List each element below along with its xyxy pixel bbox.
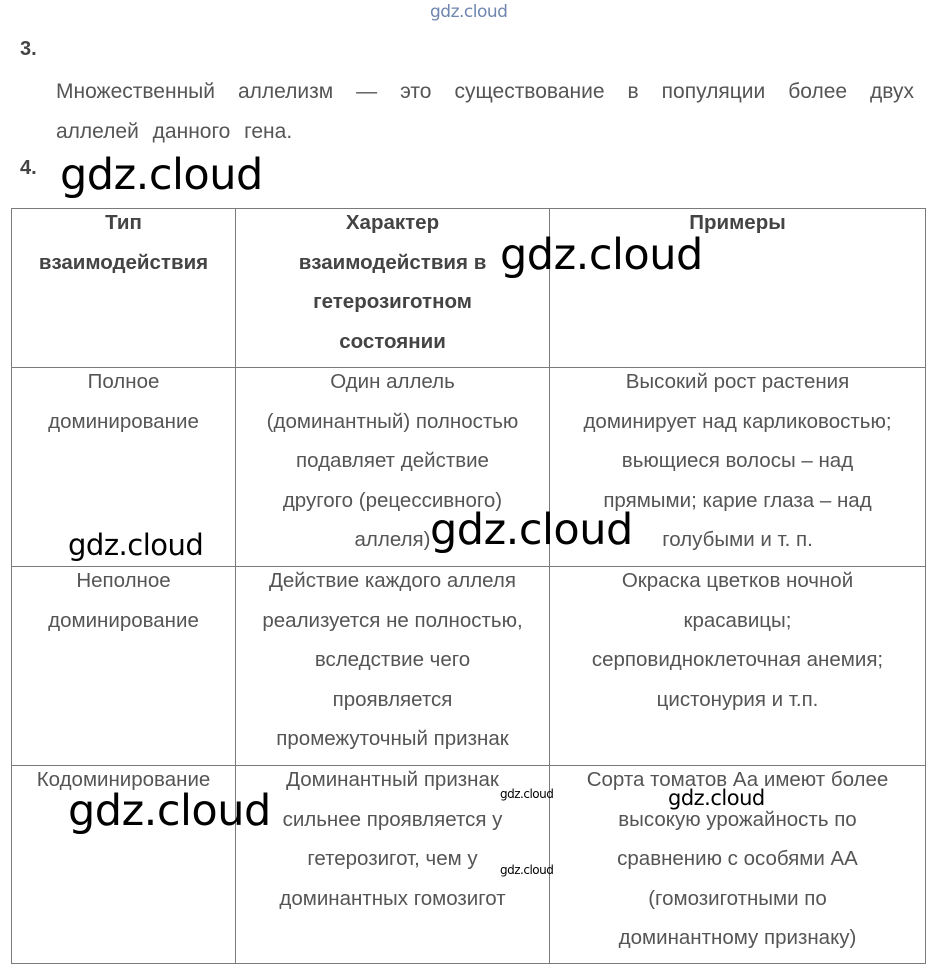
table-cell bbox=[236, 567, 550, 766]
watermark-large: gdz.cloud bbox=[60, 150, 263, 200]
watermark-small: gdz.cloud bbox=[500, 863, 554, 877]
cell-line: гетерозигот, чем у bbox=[307, 847, 478, 870]
task-3-text: Множественный аллелизм — это существование в популяции более двух аллелей данного гена. bbox=[56, 80, 914, 143]
cell-line: Один аллель bbox=[330, 370, 455, 393]
task-4-number: 4. bbox=[20, 157, 37, 179]
cell-line: состоянии bbox=[339, 329, 446, 353]
cell-line: красавицы; bbox=[683, 608, 792, 632]
cell-line: другого (рецессивного) bbox=[282, 488, 503, 512]
cell-line: Полное bbox=[87, 370, 160, 393]
cell-line: серповидноклеточная анемия; bbox=[591, 648, 884, 671]
cell-line: Неполное bbox=[76, 569, 171, 592]
table-cell bbox=[550, 567, 926, 766]
cell-line: доминирование bbox=[48, 409, 199, 433]
cell-line: доминирует над карликовостью; bbox=[583, 409, 892, 433]
header-cell-type bbox=[12, 209, 236, 368]
cell-line: Тип bbox=[105, 211, 142, 234]
cell-line: Характер bbox=[345, 211, 440, 234]
cell-line: Действие каждого аллеля bbox=[269, 569, 516, 592]
cell-line: гетерозиготном bbox=[313, 290, 472, 313]
watermark-large: gdz.cloud bbox=[500, 230, 703, 280]
cell-line: проявляется bbox=[332, 687, 453, 711]
cell-line: реализуется не полностью, bbox=[262, 608, 523, 632]
cell-line: (гомозиготными по bbox=[648, 886, 827, 910]
table-header-row bbox=[12, 209, 926, 368]
watermark-small: gdz.cloud bbox=[500, 787, 554, 801]
watermark-medium: gdz.cloud bbox=[668, 786, 765, 810]
cell-line: прямыми; карие глаза – над bbox=[603, 488, 872, 512]
cell-line: взаимодействия в bbox=[298, 250, 487, 274]
watermark-large: gdz.cloud bbox=[68, 786, 271, 836]
cell-line: промежуточный признак bbox=[276, 727, 509, 750]
table-cell bbox=[12, 567, 236, 766]
cell-line: доминантных гомозигот bbox=[279, 886, 506, 910]
cell-line: (доминантный) полностью bbox=[266, 409, 519, 433]
cell-line: Кодоминирование bbox=[36, 768, 211, 791]
cell-line: доминантному признаку) bbox=[618, 926, 857, 949]
cell-line: сильнее проявляется у bbox=[282, 807, 503, 831]
watermark-top: gdz.cloud bbox=[430, 2, 508, 22]
cell-line: сравнению с особями АА bbox=[617, 847, 858, 870]
cell-line: вследствие чего bbox=[314, 648, 471, 671]
cell-line: высокую урожайность по bbox=[618, 807, 857, 831]
task-3-number: 3. bbox=[20, 38, 37, 60]
cell-line: Сорта томатов Аа имеют более bbox=[586, 768, 889, 791]
watermark-medium: gdz.cloud bbox=[68, 528, 204, 562]
cell-line: Окраска цветков ночной bbox=[621, 569, 854, 592]
allele-interaction-table bbox=[11, 208, 926, 964]
cell-line: Высокий рост растения bbox=[625, 370, 850, 393]
watermark-large: gdz.cloud bbox=[430, 505, 633, 555]
cell-line: Доминантный признак bbox=[286, 768, 499, 791]
cell-line: взаимодействия bbox=[38, 250, 209, 274]
cell-line: вьющиеся волосы – над bbox=[621, 449, 854, 472]
cell-line: подавляет действие bbox=[296, 449, 489, 472]
cell-line: Примеры bbox=[689, 211, 786, 234]
table-row bbox=[12, 567, 926, 766]
cell-line: аллеля) bbox=[354, 528, 431, 551]
cell-line: цистонурия и т.п. bbox=[656, 687, 819, 711]
cell-line: доминирование bbox=[48, 608, 199, 632]
cell-line: голубыми и т. п. bbox=[662, 528, 813, 551]
